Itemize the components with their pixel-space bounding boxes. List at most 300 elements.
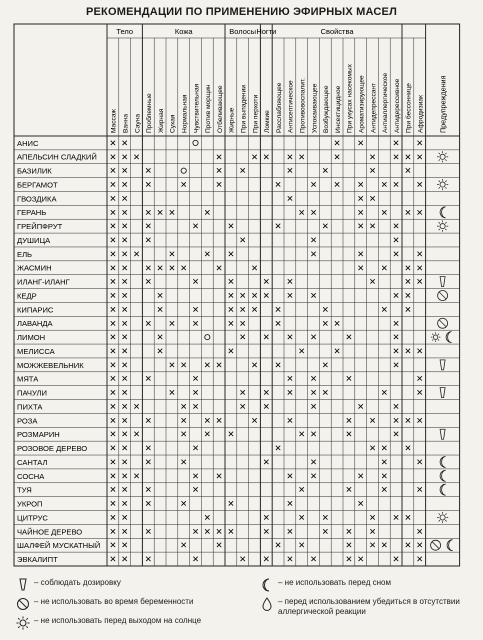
mark-x: ✕ bbox=[262, 152, 270, 163]
mark-x: ✕ bbox=[109, 208, 117, 219]
legend-item-allergy bbox=[260, 597, 470, 617]
mark-x: ✕ bbox=[357, 194, 365, 205]
mark-x: ✕ bbox=[392, 416, 400, 427]
mark-x: ✕ bbox=[345, 333, 353, 344]
mark-x: ✕ bbox=[239, 319, 247, 330]
mark-x: ✕ bbox=[227, 249, 235, 260]
mark-x: ✕ bbox=[392, 360, 400, 371]
oil-name: УКРОП bbox=[17, 499, 43, 509]
mark-x: ✕ bbox=[416, 180, 424, 191]
mark-x: ✕ bbox=[309, 555, 318, 566]
mark-x: ✕ bbox=[392, 402, 400, 413]
sun-ray bbox=[439, 159, 440, 160]
oil-name: МЯТА bbox=[17, 374, 39, 384]
mark-x: ✕ bbox=[203, 360, 211, 371]
mark-x: ✕ bbox=[262, 291, 270, 302]
mark-x: ✕ bbox=[191, 444, 200, 455]
mark-x: ✕ bbox=[286, 166, 294, 177]
oil-name: ЧАЙНОЕ ДЕРЕВО bbox=[17, 527, 83, 537]
mark-o bbox=[205, 335, 210, 340]
mark-x: ✕ bbox=[416, 138, 424, 149]
ban-slash bbox=[439, 292, 446, 299]
column-header: Антисептическое bbox=[287, 80, 295, 133]
oil-name: КЕДР bbox=[17, 291, 37, 301]
mark-x: ✕ bbox=[404, 347, 412, 357]
sun-ray bbox=[438, 339, 439, 340]
mark-x: ✕ bbox=[286, 499, 294, 510]
moon-icon bbox=[440, 207, 445, 218]
column-header: Ломкие bbox=[264, 110, 272, 133]
mark-x: ✕ bbox=[132, 430, 141, 441]
mark-x: ✕ bbox=[368, 513, 377, 524]
mark-x: ✕ bbox=[321, 513, 329, 524]
mark-x: ✕ bbox=[416, 277, 424, 288]
legend-text: – не использовать перед выходом на солнце bbox=[34, 616, 202, 625]
column-header: Против морщин bbox=[205, 84, 213, 133]
mark-x: ✕ bbox=[203, 430, 211, 441]
mark-x: ✕ bbox=[109, 263, 117, 274]
column-header: Противовоспалит. bbox=[299, 77, 307, 133]
sun-ray bbox=[445, 153, 446, 154]
mark-x: ✕ bbox=[144, 208, 152, 219]
oil-name: СОСНА bbox=[17, 471, 45, 481]
mark-x: ✕ bbox=[168, 360, 176, 371]
mark-x: ✕ bbox=[380, 485, 388, 496]
oil-name: РОЗОВОЕ ДЕРЕВО bbox=[17, 444, 88, 454]
mark-x: ✕ bbox=[274, 305, 282, 316]
mark-x: ✕ bbox=[239, 402, 247, 413]
mark-x: ✕ bbox=[321, 388, 329, 399]
mark-x: ✕ bbox=[392, 180, 400, 191]
group-label: Волосы bbox=[229, 27, 257, 36]
oil-name: РОЗМАРИН bbox=[17, 430, 60, 440]
mark-x: ✕ bbox=[309, 430, 318, 441]
column-header: Жирные bbox=[228, 107, 236, 133]
mark-x: ✕ bbox=[121, 402, 129, 413]
oil-name: ЛАВАНДА bbox=[17, 319, 53, 329]
mark-x: ✕ bbox=[416, 541, 424, 552]
column-header: Расслабляющее bbox=[275, 82, 283, 133]
mark-x: ✕ bbox=[392, 152, 400, 163]
mark-x: ✕ bbox=[144, 485, 152, 496]
mark-x: ✕ bbox=[203, 513, 211, 524]
mark-x: ✕ bbox=[191, 222, 200, 233]
mark-x: ✕ bbox=[250, 360, 259, 371]
mark-x: ✕ bbox=[239, 305, 247, 316]
legend-item-sun bbox=[16, 616, 201, 630]
mark-x: ✕ bbox=[180, 402, 188, 413]
mark-x: ✕ bbox=[191, 485, 200, 496]
mark-x: ✕ bbox=[109, 555, 117, 566]
column-header: Нормальная bbox=[181, 94, 189, 133]
mark-x: ✕ bbox=[144, 319, 152, 330]
oil-name: АПЕЛЬСИН СЛАДКИЙ bbox=[17, 152, 97, 162]
mark-x: ✕ bbox=[416, 527, 424, 538]
mark-x: ✕ bbox=[109, 319, 117, 330]
sun-ray bbox=[445, 222, 446, 223]
mark-x: ✕ bbox=[109, 513, 117, 524]
mark-x: ✕ bbox=[227, 430, 235, 441]
mark-x: ✕ bbox=[404, 305, 412, 316]
mark-x: ✕ bbox=[250, 152, 259, 163]
mark-x: ✕ bbox=[309, 457, 318, 468]
column-header: Проблемные bbox=[146, 93, 154, 133]
mark-x: ✕ bbox=[345, 430, 353, 441]
legend bbox=[0, 570, 483, 640]
mark-x: ✕ bbox=[132, 402, 141, 413]
mark-x: ✕ bbox=[321, 360, 329, 371]
mark-x: ✕ bbox=[298, 541, 306, 552]
mark-x: ✕ bbox=[404, 416, 412, 427]
mark-x: ✕ bbox=[168, 249, 176, 260]
group-label: Ногти bbox=[256, 27, 277, 36]
mark-x: ✕ bbox=[109, 194, 117, 205]
oil-name: ЖАСМИН bbox=[17, 263, 52, 273]
mark-x: ✕ bbox=[404, 541, 412, 552]
oil-name: ГРЕЙПФРУТ bbox=[17, 222, 63, 232]
mark-x: ✕ bbox=[392, 430, 400, 441]
mark-x: ✕ bbox=[392, 513, 400, 524]
mark-x: ✕ bbox=[156, 208, 164, 219]
mark-x: ✕ bbox=[357, 402, 365, 413]
mark-x: ✕ bbox=[109, 388, 117, 399]
mark-x: ✕ bbox=[109, 499, 117, 510]
mark-x: ✕ bbox=[144, 180, 152, 191]
mark-x: ✕ bbox=[132, 152, 141, 163]
sun-ray bbox=[439, 229, 440, 230]
mark-x: ✕ bbox=[191, 388, 200, 399]
legend-text: – не использовать во время беременности bbox=[34, 597, 194, 606]
mark-x: ✕ bbox=[109, 444, 117, 455]
mark-x: ✕ bbox=[109, 457, 117, 468]
mark-x: ✕ bbox=[180, 180, 188, 191]
column-header: При бессоннице bbox=[405, 83, 413, 133]
mark-x: ✕ bbox=[121, 194, 129, 205]
mark-x: ✕ bbox=[109, 180, 117, 191]
mark-x: ✕ bbox=[309, 249, 318, 260]
mark-x: ✕ bbox=[144, 166, 152, 177]
mark-x: ✕ bbox=[191, 277, 200, 288]
mark-x: ✕ bbox=[286, 374, 294, 385]
oil-name: САНТАЛ bbox=[17, 457, 48, 467]
mark-x: ✕ bbox=[121, 166, 129, 177]
oil-name: ТУЯ bbox=[17, 485, 32, 495]
mark-x: ✕ bbox=[309, 291, 318, 302]
column-header: Ванна bbox=[122, 113, 130, 133]
sun-ray bbox=[445, 520, 446, 521]
mark-x: ✕ bbox=[309, 333, 318, 344]
mark-x: ✕ bbox=[262, 277, 270, 288]
mark-x: ✕ bbox=[109, 333, 117, 344]
mark-x: ✕ bbox=[404, 166, 412, 177]
sun-ray bbox=[445, 513, 446, 514]
mark-x: ✕ bbox=[309, 208, 318, 219]
mark-x: ✕ bbox=[109, 277, 117, 288]
mark-x: ✕ bbox=[321, 222, 329, 233]
oil-name: ШАЛФЕЙ МУСКАТНЫЙ bbox=[17, 541, 101, 551]
mark-x: ✕ bbox=[404, 277, 412, 288]
mark-x: ✕ bbox=[109, 416, 117, 427]
mark-x: ✕ bbox=[380, 541, 388, 552]
mark-x: ✕ bbox=[333, 347, 341, 357]
mark-x: ✕ bbox=[239, 291, 247, 302]
mark-x: ✕ bbox=[109, 347, 117, 357]
mark-x: ✕ bbox=[121, 527, 129, 538]
mark-x: ✕ bbox=[274, 180, 282, 191]
mark-x: ✕ bbox=[416, 374, 424, 385]
mark-x: ✕ bbox=[215, 180, 223, 191]
mark-x: ✕ bbox=[286, 555, 294, 566]
mark-x: ✕ bbox=[345, 416, 353, 427]
mark-x: ✕ bbox=[274, 222, 282, 233]
oil-name: ГВОЗДИКА bbox=[17, 194, 57, 204]
mark-x: ✕ bbox=[144, 236, 152, 247]
mark-x: ✕ bbox=[333, 152, 341, 163]
oil-name: ГЕРАНЬ bbox=[17, 208, 47, 218]
mark-x: ✕ bbox=[416, 208, 424, 219]
oil-name: ИЛАНГ-ИЛАНГ bbox=[17, 277, 70, 287]
mark-x: ✕ bbox=[333, 138, 341, 149]
mark-x: ✕ bbox=[368, 222, 377, 233]
drop-icon bbox=[440, 277, 445, 287]
mark-x: ✕ bbox=[227, 319, 235, 330]
mark-x: ✕ bbox=[368, 166, 377, 177]
mark-x: ✕ bbox=[262, 402, 270, 413]
mark-x: ✕ bbox=[357, 471, 365, 482]
mark-x: ✕ bbox=[368, 194, 377, 205]
mark-x: ✕ bbox=[191, 319, 200, 330]
moon-icon bbox=[260, 578, 274, 592]
mark-x: ✕ bbox=[144, 444, 152, 455]
mark-x: ✕ bbox=[191, 402, 200, 413]
mark-x: ✕ bbox=[144, 277, 152, 288]
mark-x: ✕ bbox=[392, 138, 400, 149]
mark-x: ✕ bbox=[215, 263, 223, 274]
mark-x: ✕ bbox=[180, 360, 188, 371]
column-header: Антиаллергическое bbox=[382, 72, 390, 133]
mark-x: ✕ bbox=[121, 541, 129, 552]
mark-x: ✕ bbox=[109, 249, 117, 260]
oil-name: ЛИМОН bbox=[17, 333, 46, 343]
mark-x: ✕ bbox=[121, 374, 129, 385]
mark-x: ✕ bbox=[156, 333, 164, 344]
mark-x: ✕ bbox=[215, 541, 223, 552]
oil-name: АНИС bbox=[17, 138, 39, 148]
sun-icon bbox=[440, 224, 445, 229]
moon-icon bbox=[440, 470, 445, 481]
mark-x: ✕ bbox=[227, 527, 235, 538]
column-header: Сухая bbox=[169, 114, 177, 133]
mark-x: ✕ bbox=[380, 180, 388, 191]
mark-x: ✕ bbox=[416, 555, 424, 566]
mark-x: ✕ bbox=[215, 166, 223, 177]
drop-icon bbox=[440, 429, 445, 439]
mark-x: ✕ bbox=[357, 138, 365, 149]
drop-icon bbox=[16, 578, 30, 592]
mark-x: ✕ bbox=[239, 555, 247, 566]
column-header: Сауна bbox=[134, 113, 142, 133]
mark-x: ✕ bbox=[357, 263, 365, 274]
mark-x: ✕ bbox=[357, 222, 365, 233]
mark-x: ✕ bbox=[239, 388, 247, 399]
mark-x: ✕ bbox=[109, 471, 117, 482]
mark-x: ✕ bbox=[404, 208, 412, 219]
mark-x: ✕ bbox=[286, 471, 294, 482]
mark-x: ✕ bbox=[392, 347, 400, 357]
mark-x: ✕ bbox=[380, 471, 388, 482]
mark-x: ✕ bbox=[416, 152, 424, 163]
mark-x: ✕ bbox=[357, 249, 365, 260]
sun-ray bbox=[439, 222, 440, 223]
mark-x: ✕ bbox=[298, 152, 306, 163]
mark-x: ✕ bbox=[392, 249, 400, 260]
mark-x: ✕ bbox=[416, 457, 424, 468]
mark-x: ✕ bbox=[309, 402, 318, 413]
mark-x: ✕ bbox=[132, 471, 141, 482]
mark-x: ✕ bbox=[168, 208, 176, 219]
mark-x: ✕ bbox=[180, 457, 188, 468]
moon-icon bbox=[440, 484, 445, 495]
mark-x: ✕ bbox=[357, 180, 365, 191]
mark-x: ✕ bbox=[180, 541, 188, 552]
mark-x: ✕ bbox=[121, 333, 129, 344]
column-header: Массаж bbox=[110, 109, 118, 133]
mark-x: ✕ bbox=[309, 471, 318, 482]
ban-icon bbox=[16, 597, 30, 611]
mark-x: ✕ bbox=[109, 374, 117, 385]
mark-x: ✕ bbox=[368, 444, 377, 455]
sun-ray bbox=[439, 187, 440, 188]
mark-x: ✕ bbox=[121, 291, 129, 302]
mark-x: ✕ bbox=[215, 152, 223, 163]
mark-x: ✕ bbox=[121, 360, 129, 371]
mark-x: ✕ bbox=[191, 527, 200, 538]
mark-x: ✕ bbox=[286, 277, 294, 288]
mark-x: ✕ bbox=[109, 485, 117, 496]
mark-x: ✕ bbox=[404, 263, 412, 274]
mark-x: ✕ bbox=[121, 138, 129, 149]
mark-x: ✕ bbox=[109, 360, 117, 371]
legend-text: – не использовать перед сном bbox=[278, 578, 391, 587]
sun-ray bbox=[439, 520, 440, 521]
mark-x: ✕ bbox=[309, 236, 318, 247]
mark-x: ✕ bbox=[298, 208, 306, 219]
mark-x: ✕ bbox=[180, 499, 188, 510]
mark-x: ✕ bbox=[156, 291, 164, 302]
mark-x: ✕ bbox=[286, 527, 294, 538]
mark-x: ✕ bbox=[215, 416, 223, 427]
mark-x: ✕ bbox=[250, 263, 259, 274]
mark-x: ✕ bbox=[180, 263, 188, 274]
mark-x: ✕ bbox=[392, 236, 400, 247]
mark-x: ✕ bbox=[109, 236, 117, 247]
mark-x: ✕ bbox=[132, 249, 141, 260]
ban-slash bbox=[432, 542, 439, 549]
legend-item-pregnancy bbox=[16, 597, 193, 611]
mark-x: ✕ bbox=[392, 333, 400, 344]
mark-x: ✕ bbox=[227, 222, 235, 233]
sun-ray bbox=[445, 159, 446, 160]
mark-x: ✕ bbox=[180, 416, 188, 427]
mark-x: ✕ bbox=[227, 277, 235, 288]
group-label: Тело bbox=[116, 27, 134, 36]
mark-x: ✕ bbox=[109, 138, 117, 149]
mark-x: ✕ bbox=[286, 194, 294, 205]
mark-x: ✕ bbox=[321, 305, 329, 316]
drop-icon bbox=[440, 360, 445, 370]
oil-name: ЕЛЬ bbox=[17, 249, 33, 259]
sun-ray bbox=[445, 229, 446, 230]
mark-x: ✕ bbox=[121, 485, 129, 496]
oil-name: ПИХТА bbox=[17, 402, 43, 412]
mark-x: ✕ bbox=[109, 541, 117, 552]
column-header: Чувствительная bbox=[193, 83, 201, 133]
ban-slash bbox=[439, 320, 446, 327]
mark-x: ✕ bbox=[121, 513, 129, 524]
mark-x: ✕ bbox=[392, 319, 400, 330]
oil-name: ПАЧУЛИ bbox=[17, 388, 48, 398]
oil-name: БАЗИЛИК bbox=[17, 166, 52, 176]
mark-x: ✕ bbox=[227, 305, 235, 316]
mark-x: ✕ bbox=[121, 430, 129, 441]
mark-x: ✕ bbox=[121, 152, 129, 163]
mark-x: ✕ bbox=[109, 402, 117, 413]
mark-x: ✕ bbox=[121, 277, 129, 288]
mark-x: ✕ bbox=[144, 499, 152, 510]
mark-x: ✕ bbox=[357, 499, 365, 510]
mark-x: ✕ bbox=[274, 360, 282, 371]
column-header: Возбуждающее bbox=[323, 85, 331, 133]
mark-x: ✕ bbox=[121, 249, 129, 260]
mark-x: ✕ bbox=[109, 152, 117, 163]
mark-x: ✕ bbox=[298, 513, 306, 524]
column-header: Афродизиак bbox=[417, 95, 425, 133]
sun-icon bbox=[433, 335, 437, 339]
mark-x: ✕ bbox=[321, 527, 329, 538]
mark-x: ✕ bbox=[215, 527, 223, 538]
mark-x: ✕ bbox=[286, 291, 294, 302]
mark-x: ✕ bbox=[109, 166, 117, 177]
moon-icon bbox=[440, 456, 445, 467]
column-header: При укусах насекомых bbox=[346, 64, 354, 133]
mark-x: ✕ bbox=[227, 291, 235, 302]
mark-x: ✕ bbox=[109, 291, 117, 302]
mark-o bbox=[193, 140, 198, 145]
mark-x: ✕ bbox=[250, 305, 259, 316]
mark-x: ✕ bbox=[239, 333, 247, 344]
mark-x: ✕ bbox=[380, 305, 388, 316]
mark-x: ✕ bbox=[250, 291, 259, 302]
mark-x: ✕ bbox=[262, 388, 270, 399]
mark-x: ✕ bbox=[168, 319, 176, 330]
mark-x: ✕ bbox=[321, 319, 329, 330]
mark-x: ✕ bbox=[416, 388, 424, 399]
mark-x: ✕ bbox=[380, 457, 388, 468]
oil-name: ДУШИЦА bbox=[17, 235, 51, 245]
mark-x: ✕ bbox=[286, 416, 294, 427]
oil-name: МОЖЖЕВЕЛЬНИК bbox=[17, 360, 84, 370]
mark-x: ✕ bbox=[121, 347, 129, 357]
mark-x: ✕ bbox=[121, 471, 129, 482]
column-header: Жирная bbox=[157, 108, 165, 133]
oil-name: ЭВКАЛИПТ bbox=[17, 555, 58, 564]
mark-x: ✕ bbox=[121, 499, 129, 510]
mark-x: ✕ bbox=[274, 444, 282, 455]
mark-x: ✕ bbox=[144, 374, 152, 385]
legend-text: – соблюдать дозировку bbox=[34, 578, 121, 587]
mark-x: ✕ bbox=[168, 388, 176, 399]
mark-x: ✕ bbox=[215, 471, 223, 482]
